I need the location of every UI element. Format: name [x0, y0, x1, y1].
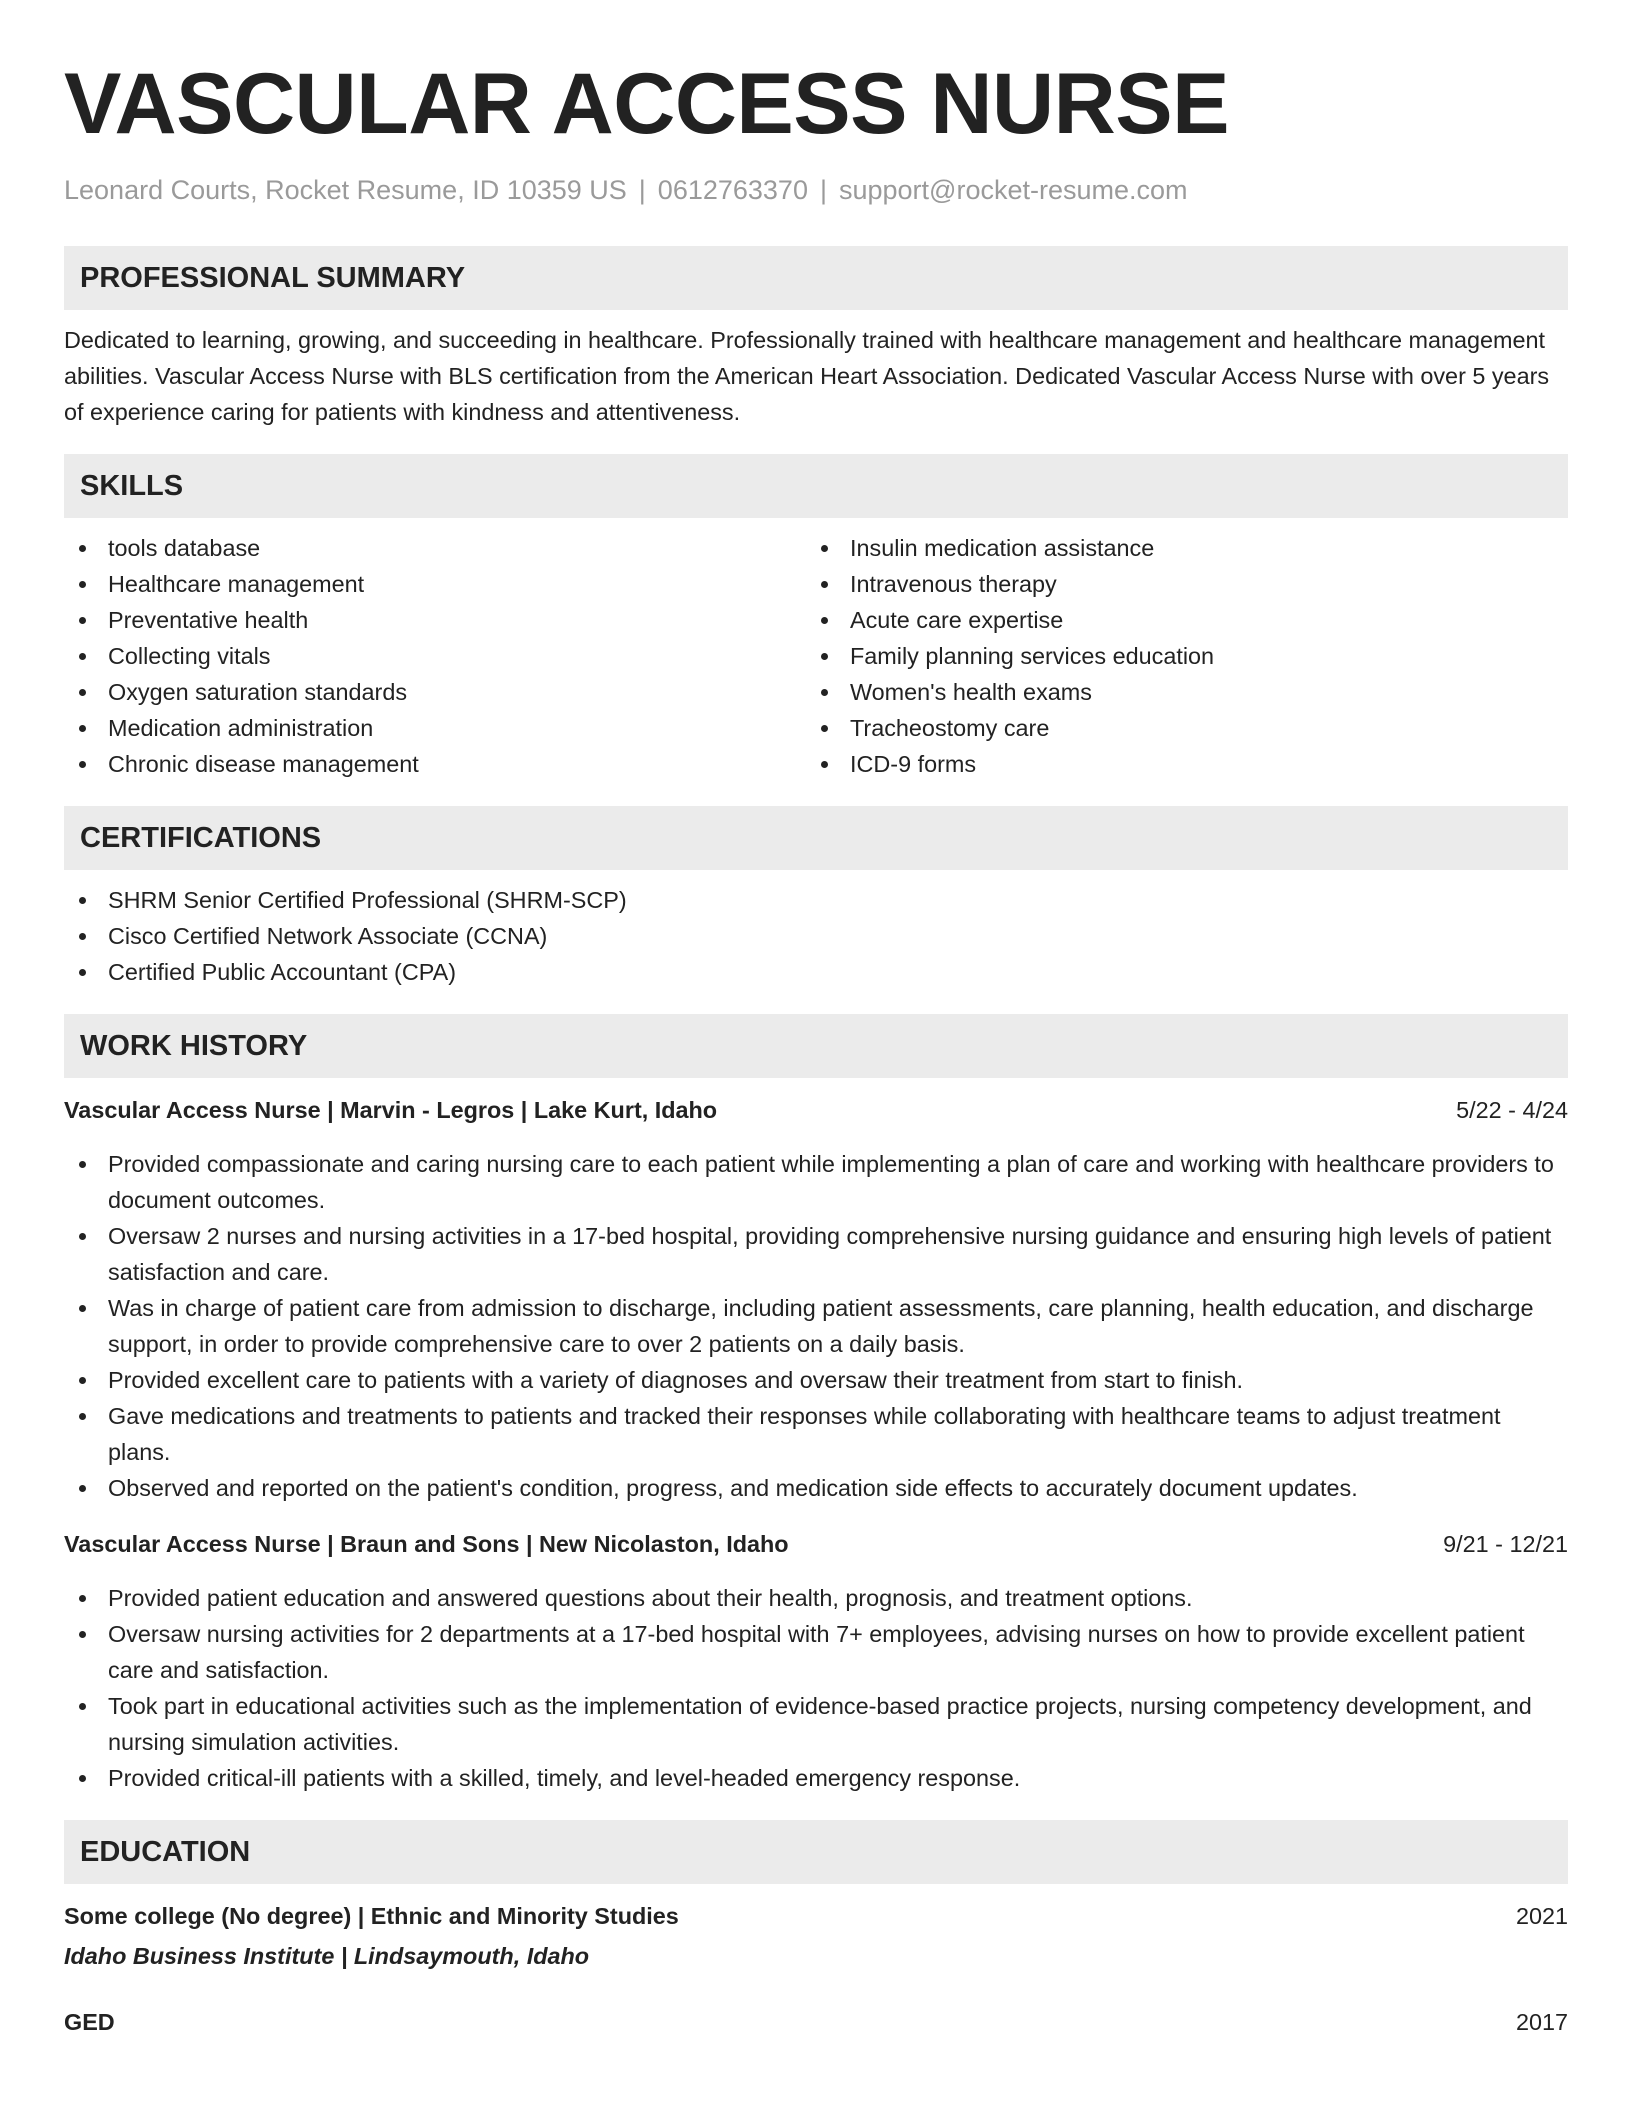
- list-item: Was in charge of patient care from admission to discharge, including patient assessments, care planning, health education, and discharge support, in order to provide comprehensive care to over 2 patients on a daily basis.: [64, 1290, 1568, 1362]
- list-item: Medication administration: [64, 710, 806, 746]
- list-item: Women's health exams: [806, 674, 1548, 710]
- list-item: Family planning services education: [806, 638, 1548, 674]
- list-item: ICD-9 forms: [806, 746, 1548, 782]
- job-title: Vascular Access Nurse | Braun and Sons | New Nicolaston, Idaho: [64, 1531, 789, 1557]
- education-degree: Some college (No degree) | Ethnic and Minority Studies: [64, 1903, 679, 1929]
- contact-separator: |: [819, 175, 827, 205]
- list-item: Provided patient education and answered questions about their health, prognosis, and treatment options.: [64, 1580, 1568, 1616]
- contact-separator: |: [638, 175, 646, 205]
- contact-phone: 0612763370: [657, 175, 808, 205]
- certifications-list: [64, 882, 1568, 990]
- contact-email: support@rocket-resume.com: [838, 175, 1188, 205]
- list-item: Preventative health: [64, 602, 806, 638]
- skills-list-right: [806, 530, 1548, 782]
- resume-page: [64, 0, 1568, 2040]
- education-header: [64, 1898, 1568, 1934]
- contact-line: [64, 172, 1568, 208]
- skills-list-left: [64, 530, 806, 782]
- list-item: Oxygen saturation standards: [64, 674, 806, 710]
- list-item: Observed and reported on the patient's condition, progress, and medication side effects to accurately document updates.: [64, 1470, 1568, 1506]
- job-header: [64, 1526, 1568, 1562]
- section-heading-education: EDUCATION: [64, 1820, 1568, 1884]
- list-item: Chronic disease management: [64, 746, 806, 782]
- education-header: [64, 2004, 1568, 2040]
- education-year: 2017: [1515, 2009, 1568, 2035]
- education-school: Idaho Business Institute | Lindsaymouth, Idaho: [64, 1943, 590, 1969]
- education-year: 2021: [1515, 1903, 1568, 1929]
- list-item: Insulin medication assistance: [806, 530, 1548, 566]
- list-item: tools database: [64, 530, 806, 566]
- job-bullets: [64, 1580, 1568, 1796]
- list-item: Provided excellent care to patients with a variety of diagnoses and oversaw their treatment from start to finish.: [64, 1362, 1568, 1398]
- list-item: Gave medications and treatments to patients and tracked their responses while collaborating with healthcare teams to adjust treatment plans.: [64, 1398, 1568, 1470]
- list-item: Oversaw 2 nurses and nursing activities in a 17-bed hospital, providing comprehensive nursing guidance and ensuring high levels of patient satisfaction and care.: [64, 1218, 1568, 1290]
- list-item: Tracheostomy care: [806, 710, 1548, 746]
- list-item: Healthcare management: [64, 566, 806, 602]
- list-item: Provided compassionate and caring nursing care to each patient while implementing a plan of care and working with healthcare providers to document outcomes.: [64, 1146, 1568, 1218]
- job-title: Vascular Access Nurse | Marvin - Legros | Lake Kurt, Idaho: [64, 1097, 718, 1123]
- contact-address: Leonard Courts, Rocket Resume, ID 10359 US: [64, 175, 627, 205]
- section-heading-skills: SKILLS: [64, 454, 1568, 518]
- job-header: [64, 1092, 1568, 1128]
- skills-grid: [64, 530, 1568, 782]
- section-heading-work-history: WORK HISTORY: [64, 1014, 1568, 1078]
- list-item: Provided critical-ill patients with a skilled, timely, and level-headed emergency response.: [64, 1760, 1568, 1796]
- job-bullets: [64, 1146, 1568, 1506]
- list-item: Collecting vitals: [64, 638, 806, 674]
- list-item: Cisco Certified Network Associate (CCNA): [64, 918, 1568, 954]
- education-degree: GED: [64, 2009, 115, 2035]
- list-item: Acute care expertise: [806, 602, 1548, 638]
- summary-text: Dedicated to learning, growing, and succeeding in healthcare. Professionally trained with healthcare management and healthcare management abilities. Vascular Access Nurse with BLS certification from the American Heart Association. Dedicated Vascular Access Nurse with over 5 years of experience caring for patients with kindness and attentiveness.: [64, 327, 1550, 425]
- list-item: Oversaw nursing activities for 2 departments at a 17-bed hospital with 7+ employees, advising nurses on how to provide excellent patient care and satisfaction.: [64, 1616, 1568, 1688]
- list-item: SHRM Senior Certified Professional (SHRM-SCP): [64, 882, 1568, 918]
- job-dates: 5/22 - 4/24: [1456, 1097, 1568, 1123]
- list-item: Certified Public Accountant (CPA): [64, 954, 1568, 990]
- section-heading-certifications: CERTIFICATIONS: [64, 806, 1568, 870]
- job-dates: 9/21 - 12/21: [1443, 1531, 1568, 1557]
- page-title: VASCULAR ACCESS NURSE: [64, 56, 1229, 152]
- list-item: Intravenous therapy: [806, 566, 1548, 602]
- list-item: Took part in educational activities such as the implementation of evidence-based practice projects, nursing competency development, and nursing simulation activities.: [64, 1688, 1568, 1760]
- section-heading-summary: PROFESSIONAL SUMMARY: [64, 246, 1568, 310]
